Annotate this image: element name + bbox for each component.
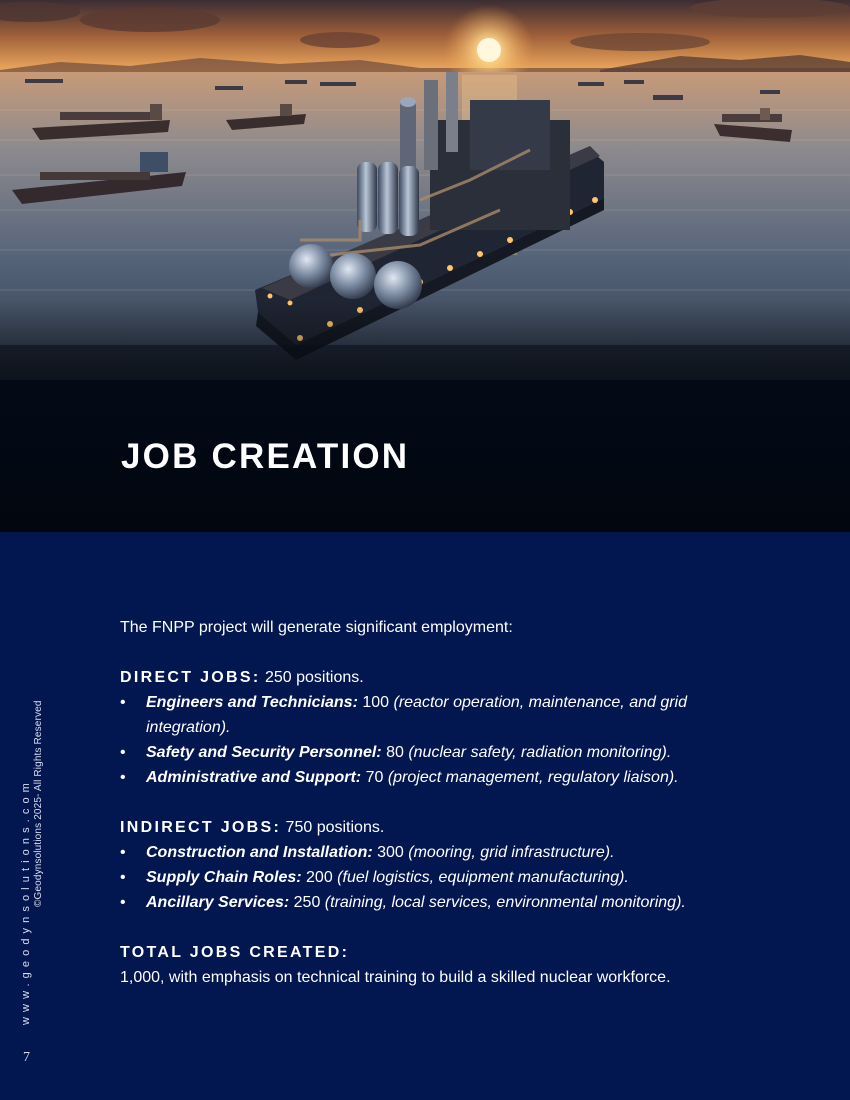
job-count: 250 bbox=[289, 894, 325, 911]
intro-text: The FNPP project will generate significant employment: bbox=[120, 619, 513, 636]
job-category: Safety and Security Personnel: bbox=[146, 744, 382, 761]
job-detail: (nuclear safety, radiation monitoring). bbox=[408, 744, 672, 761]
list-item bbox=[120, 890, 766, 915]
indirect-jobs-list bbox=[120, 840, 820, 915]
bullet-icon: • bbox=[120, 894, 126, 911]
spacer bbox=[120, 915, 820, 940]
job-count: 80 bbox=[381, 744, 409, 761]
job-detail: (mooring, grid infrastructure). bbox=[408, 844, 615, 861]
job-count: 300 bbox=[372, 844, 409, 861]
direct-jobs-list bbox=[120, 690, 820, 790]
indirect-jobs-label: INDIRECT JOBS: bbox=[120, 819, 282, 836]
indirect-jobs-value: 750 positions. bbox=[281, 819, 385, 836]
bullet-icon: • bbox=[120, 844, 126, 861]
total-jobs-label: TOTAL JOBS CREATED: bbox=[120, 944, 350, 961]
list-item bbox=[120, 865, 766, 890]
spacer bbox=[120, 790, 820, 815]
bullet-icon: • bbox=[120, 744, 126, 761]
job-detail: (training, local services, environmental monitoring). bbox=[324, 894, 686, 911]
job-detail: (reactor operation, maintenance, and grid integration). bbox=[146, 694, 688, 736]
hero-image bbox=[0, 0, 850, 380]
direct-jobs-value: 250 positions. bbox=[260, 669, 364, 686]
job-count: 100 bbox=[357, 694, 394, 711]
job-category: Construction and Installation: bbox=[146, 844, 373, 861]
side-copyright: ©Geodynsolutions 2025- All Rights Reserved bbox=[33, 700, 44, 907]
spacer bbox=[120, 640, 820, 665]
job-category: Administrative and Support: bbox=[146, 769, 362, 786]
direct-jobs-label: DIRECT JOBS: bbox=[120, 669, 261, 686]
fnpp-illustration bbox=[0, 0, 850, 380]
page-number: 7 bbox=[23, 1050, 30, 1065]
bullet-icon: • bbox=[120, 769, 126, 786]
bullet-icon: • bbox=[120, 694, 126, 711]
content-section bbox=[120, 615, 820, 990]
total-jobs-text: 1,000, with emphasis on technical training to build a skilled nuclear workforce. bbox=[120, 969, 671, 986]
list-item bbox=[120, 840, 766, 865]
total-jobs-heading bbox=[120, 940, 820, 965]
job-category: Engineers and Technicians: bbox=[146, 694, 358, 711]
job-count: 70 bbox=[361, 769, 388, 786]
list-item bbox=[120, 740, 766, 765]
job-category: Supply Chain Roles: bbox=[146, 869, 302, 886]
job-category: Ancillary Services: bbox=[146, 894, 290, 911]
job-detail: (fuel logistics, equipment manufacturing). bbox=[337, 869, 629, 886]
list-item bbox=[120, 765, 766, 790]
job-count: 200 bbox=[301, 869, 338, 886]
bullet-icon: • bbox=[120, 869, 126, 886]
direct-jobs-heading bbox=[120, 665, 820, 690]
page-title: JOB CREATION bbox=[121, 437, 410, 476]
job-detail: (project management, regulatory liaison). bbox=[387, 769, 679, 786]
side-website-url[interactable]: www.geodynsolutions.com bbox=[20, 778, 32, 1025]
list-item bbox=[120, 690, 766, 740]
indirect-jobs-heading bbox=[120, 815, 820, 840]
